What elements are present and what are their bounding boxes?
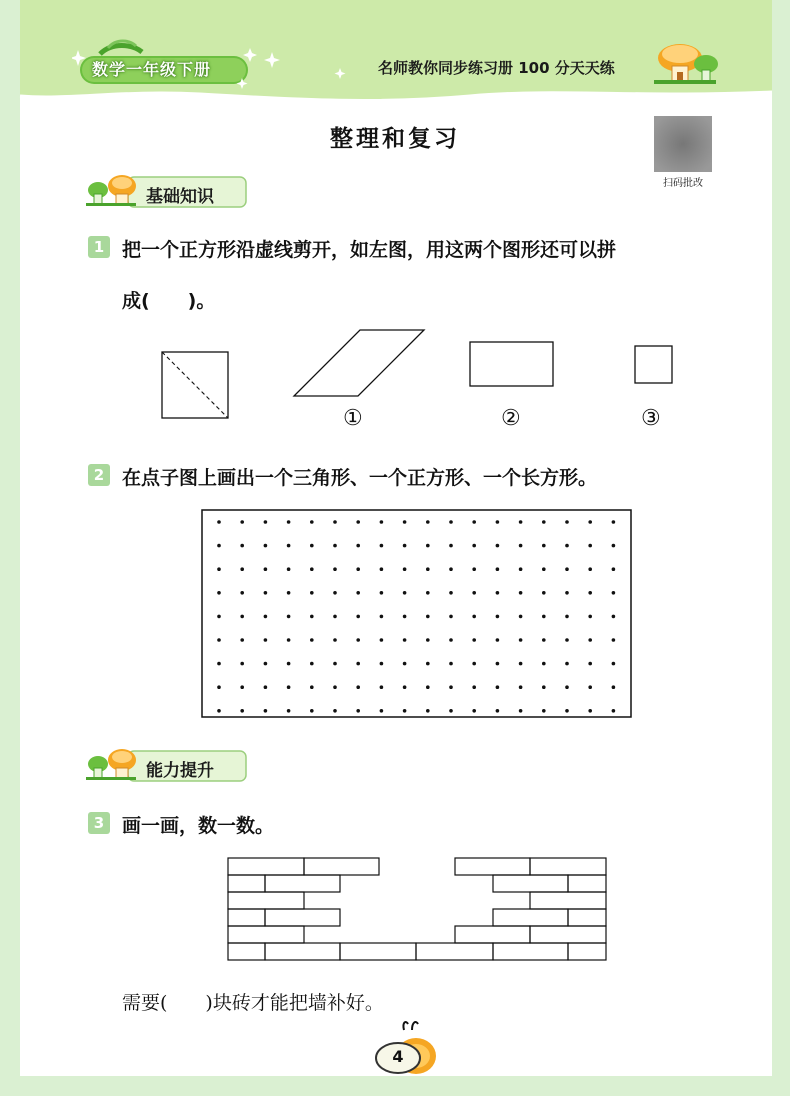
grid-dot[interactable] (380, 615, 384, 619)
grid-dot[interactable] (612, 544, 616, 548)
grid-dot[interactable] (403, 638, 407, 642)
grid-dot[interactable] (287, 685, 291, 689)
grid-dot[interactable] (217, 685, 221, 689)
grid-dot[interactable] (240, 685, 244, 689)
grid-dot[interactable] (310, 638, 314, 642)
grid-dot[interactable] (217, 709, 221, 713)
square-option[interactable] (633, 344, 675, 386)
grid-dot[interactable] (588, 638, 592, 642)
grid-dot[interactable] (356, 709, 360, 713)
grid-dot[interactable] (333, 685, 337, 689)
grid-dot[interactable] (426, 544, 430, 548)
grid-dot[interactable] (426, 591, 430, 595)
grid-dot[interactable] (264, 567, 268, 571)
grid-dot[interactable] (519, 591, 523, 595)
grid-dot[interactable] (333, 544, 337, 548)
grid-dot[interactable] (519, 638, 523, 642)
grid-dot[interactable] (612, 615, 616, 619)
grid-dot[interactable] (287, 709, 291, 713)
grid-dot[interactable] (287, 544, 291, 548)
option-2-label: ② (501, 406, 521, 431)
grid-dot[interactable] (449, 520, 453, 524)
grid-dot[interactable] (356, 685, 360, 689)
grid-dot[interactable] (449, 685, 453, 689)
grid-dot[interactable] (217, 615, 221, 619)
grid-dot[interactable] (588, 709, 592, 713)
grid-dot[interactable] (588, 567, 592, 571)
grid-dot[interactable] (287, 638, 291, 642)
grid-dot[interactable] (217, 544, 221, 548)
grid-dot[interactable] (472, 685, 476, 689)
series-title: 名师教你同步练习册 100 分天天练 (378, 59, 615, 77)
grid-dot[interactable] (333, 615, 337, 619)
grid-dot[interactable] (380, 520, 384, 524)
grid-dot[interactable] (310, 520, 314, 524)
grid-dot[interactable] (542, 567, 546, 571)
grid-dot[interactable] (287, 520, 291, 524)
grid-dot[interactable] (542, 662, 546, 666)
grid-dot[interactable] (542, 638, 546, 642)
grid-dot[interactable] (588, 615, 592, 619)
grid-dot[interactable] (519, 662, 523, 666)
grid-dot[interactable] (426, 662, 430, 666)
grid-dot[interactable] (496, 709, 500, 713)
grid-dot[interactable] (240, 567, 244, 571)
grid-dot[interactable] (588, 520, 592, 524)
book-title: 数学一年级下册 (92, 60, 212, 79)
grid-dot[interactable] (565, 544, 569, 548)
grid-dot[interactable] (612, 709, 616, 713)
grid-dot[interactable] (356, 520, 360, 524)
grid-dot[interactable] (380, 662, 384, 666)
grid-dot[interactable] (333, 591, 337, 595)
grid-dot[interactable] (240, 544, 244, 548)
grid-dot[interactable] (310, 591, 314, 595)
grid-dot[interactable] (217, 638, 221, 642)
grid-dot[interactable] (472, 591, 476, 595)
grid-dot[interactable] (565, 638, 569, 642)
grid-dot[interactable] (472, 638, 476, 642)
grid-dot[interactable] (356, 544, 360, 548)
grid-dot[interactable] (542, 520, 546, 524)
grid-dot[interactable] (333, 662, 337, 666)
grid-dot[interactable] (264, 615, 268, 619)
grid-dot[interactable] (333, 520, 337, 524)
grid-dot[interactable] (380, 685, 384, 689)
grid-dot[interactable] (542, 685, 546, 689)
grid-dot[interactable] (519, 567, 523, 571)
grid-dot[interactable] (449, 544, 453, 548)
grid-dot[interactable] (310, 567, 314, 571)
grid-dot[interactable] (356, 662, 360, 666)
grid-dot[interactable] (264, 709, 268, 713)
grid-dot[interactable] (264, 591, 268, 595)
section-advanced-label: 能力提升 (146, 761, 214, 781)
question-1-number: 1 (88, 236, 110, 258)
grid-dot[interactable] (519, 520, 523, 524)
grid-dot[interactable] (612, 638, 616, 642)
sparkle-decoration (260, 40, 370, 90)
grid-dot[interactable] (426, 520, 430, 524)
grid-dot[interactable] (380, 567, 384, 571)
grid-dot[interactable] (426, 638, 430, 642)
grid-dot[interactable] (449, 615, 453, 619)
grid-dot[interactable] (403, 591, 407, 595)
grid-dot[interactable] (519, 685, 523, 689)
grid-dot[interactable] (542, 709, 546, 713)
grid-dot[interactable] (403, 662, 407, 666)
grid-dot[interactable] (310, 615, 314, 619)
grid-dot[interactable] (217, 567, 221, 571)
grid-dot[interactable] (310, 662, 314, 666)
grid-dot[interactable] (588, 685, 592, 689)
grid-dot[interactable] (287, 662, 291, 666)
grid-dot[interactable] (612, 567, 616, 571)
grid-dot[interactable] (588, 544, 592, 548)
grid-dot[interactable] (472, 709, 476, 713)
grid-dot[interactable] (356, 615, 360, 619)
question-1-line-2: 成( )。 (122, 290, 216, 312)
grid-dot[interactable] (240, 591, 244, 595)
grid-dot[interactable] (542, 591, 546, 595)
grid-dot[interactable] (287, 615, 291, 619)
question-3-answer-line: 需要( )块砖才能把墙补好。 (122, 992, 384, 1014)
grid-dot[interactable] (426, 615, 430, 619)
grid-dot[interactable] (472, 615, 476, 619)
grid-dot[interactable] (496, 685, 500, 689)
brick-wall-figure[interactable] (226, 856, 608, 962)
grid-dot[interactable] (496, 662, 500, 666)
grid-dot[interactable] (310, 709, 314, 713)
grid-dot[interactable] (496, 544, 500, 548)
option-1-label: ① (343, 406, 363, 431)
lesson-title: 整理和复习 (330, 126, 460, 152)
grid-dot[interactable] (310, 685, 314, 689)
grid-dot[interactable] (519, 544, 523, 548)
grid-dot[interactable] (333, 638, 337, 642)
grid-dot[interactable] (403, 709, 407, 713)
dot-grid[interactable] (200, 508, 634, 720)
grid-dot[interactable] (496, 591, 500, 595)
grid-dot[interactable] (426, 709, 430, 713)
grid-dot[interactable] (217, 662, 221, 666)
grid-dot[interactable] (356, 567, 360, 571)
grid-dot[interactable] (565, 615, 569, 619)
grid-dot[interactable] (426, 685, 430, 689)
grid-dot[interactable] (264, 638, 268, 642)
grid-dot[interactable] (426, 567, 430, 571)
grid-dot[interactable] (565, 591, 569, 595)
grid-dot[interactable] (217, 591, 221, 595)
page-number: 4 (392, 1047, 404, 1066)
grid-dot[interactable] (217, 520, 221, 524)
grid-dot[interactable] (472, 567, 476, 571)
grid-dot[interactable] (519, 615, 523, 619)
grid-dot[interactable] (612, 520, 616, 524)
grid-dot[interactable] (380, 591, 384, 595)
parallelogram-option[interactable] (290, 328, 430, 400)
grid-dot[interactable] (612, 685, 616, 689)
grid-dot[interactable] (356, 638, 360, 642)
grid-dot[interactable] (588, 591, 592, 595)
grid-dot[interactable] (588, 662, 592, 666)
grid-dot[interactable] (449, 567, 453, 571)
grid-dot[interactable] (449, 638, 453, 642)
grid-dot[interactable] (287, 591, 291, 595)
grid-dot[interactable] (565, 520, 569, 524)
grid-dot[interactable] (565, 709, 569, 713)
grid-dot[interactable] (542, 544, 546, 548)
mushroom-house-icon (650, 42, 720, 88)
grid-dot[interactable] (496, 638, 500, 642)
grid-dot[interactable] (565, 662, 569, 666)
grid-dot[interactable] (565, 685, 569, 689)
grid-dot[interactable] (472, 662, 476, 666)
grid-dot[interactable] (264, 520, 268, 524)
grid-dot[interactable] (240, 709, 244, 713)
grid-dot[interactable] (403, 567, 407, 571)
grid-dot[interactable] (380, 638, 384, 642)
section-basic-label: 基础知识 (146, 187, 214, 207)
grid-dot[interactable] (449, 709, 453, 713)
grid-dot[interactable] (310, 544, 314, 548)
grid-dot[interactable] (264, 662, 268, 666)
grid-dot[interactable] (403, 520, 407, 524)
question-3-text: 画一画，数一数。 (122, 815, 275, 837)
grid-dot[interactable] (496, 615, 500, 619)
grid-dot[interactable] (612, 662, 616, 666)
grid-dot[interactable] (380, 544, 384, 548)
grid-dot[interactable] (264, 685, 268, 689)
qr-code[interactable] (654, 116, 712, 172)
option-3-label: ③ (641, 406, 661, 431)
grid-dot[interactable] (449, 591, 453, 595)
rectangle-option[interactable] (468, 340, 556, 388)
grid-dot[interactable] (287, 567, 291, 571)
question-3-number: 3 (88, 812, 110, 834)
question-1-line-1: 把一个正方形沿虚线剪开，如左图，用这两个图形还可以拼 (122, 239, 617, 261)
grid-dot[interactable] (380, 709, 384, 713)
grid-dot[interactable] (356, 591, 360, 595)
grid-dot[interactable] (542, 615, 546, 619)
cut-square-figure (160, 350, 230, 420)
grid-dot[interactable] (565, 567, 569, 571)
grid-dot[interactable] (240, 615, 244, 619)
grid-dot[interactable] (240, 520, 244, 524)
grid-dot[interactable] (496, 520, 500, 524)
grid-dot[interactable] (403, 544, 407, 548)
grid-dot[interactable] (264, 544, 268, 548)
grid-dot[interactable] (403, 615, 407, 619)
grid-dot[interactable] (449, 662, 453, 666)
grid-dot[interactable] (612, 591, 616, 595)
grid-dot[interactable] (472, 520, 476, 524)
qr-caption: 扫码批改 (663, 178, 703, 189)
grid-dot[interactable] (403, 685, 407, 689)
question-2-number: 2 (88, 464, 110, 486)
grid-dot[interactable] (333, 567, 337, 571)
grid-dot[interactable] (519, 709, 523, 713)
grid-dot[interactable] (472, 544, 476, 548)
grid-dot[interactable] (240, 662, 244, 666)
grid-dot[interactable] (240, 638, 244, 642)
grid-dot[interactable] (333, 709, 337, 713)
question-2-text: 在点子图上画出一个三角形、一个正方形、一个长方形。 (122, 467, 598, 489)
grid-dot[interactable] (496, 567, 500, 571)
